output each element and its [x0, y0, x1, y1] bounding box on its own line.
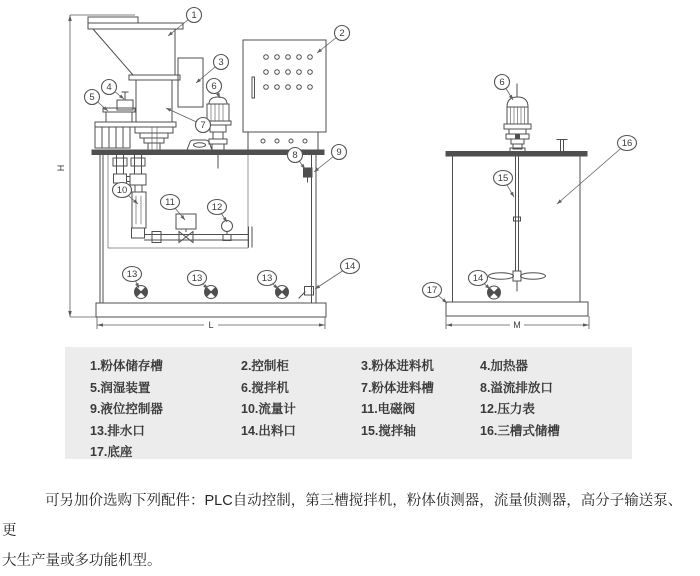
- powder-storage-hopper-drawing: [88, 17, 183, 80]
- feeder-stand-drawing: [95, 122, 176, 150]
- callout-2: [317, 26, 350, 54]
- powder-feed-trough-drawing: [136, 80, 172, 122]
- callout-10: [113, 183, 139, 205]
- dimension-label-l: L: [208, 320, 214, 330]
- overflow-outlet-drawing: [304, 168, 313, 182]
- svg-text:11: 11: [165, 197, 175, 209]
- legend-grid: [65, 347, 632, 464]
- svg-text:7: 7: [200, 120, 206, 132]
- svg-text:1: 1: [191, 10, 197, 22]
- callout-13: [258, 271, 279, 290]
- callout-14: [315, 259, 360, 290]
- callout-14: [469, 271, 491, 290]
- dimension-right-width: [446, 316, 589, 330]
- callout-17: [423, 283, 448, 304]
- svg-text:9: 9: [336, 147, 342, 159]
- callout-1: [168, 8, 202, 37]
- callout-13: [123, 267, 142, 289]
- svg-text:12: 12: [211, 202, 223, 214]
- svg-text:5: 5: [89, 92, 95, 104]
- svg-text:16: 16: [621, 138, 633, 150]
- legend-item-13: 13.排水口: [90, 423, 145, 438]
- heater-drawing: [117, 92, 133, 110]
- powder-feeder-drawing: [178, 58, 203, 107]
- mixer-motor-right-drawing: [504, 84, 531, 152]
- callout-11: [161, 195, 186, 221]
- legend-item-2: 2.控制柜: [241, 359, 289, 373]
- legend-item-11: 11.电磁阀: [361, 402, 416, 416]
- callout-12: [208, 200, 228, 223]
- svg-text:14: 14: [344, 261, 356, 273]
- svg-text:6: 6: [499, 77, 505, 89]
- propeller-blade: [521, 273, 546, 279]
- svg-text:3: 3: [218, 57, 224, 69]
- svg-text:4: 4: [106, 82, 112, 94]
- svg-text:6: 6: [211, 81, 217, 93]
- svg-text:17: 17: [426, 285, 438, 297]
- legend-item-8: 8.溢流排放口: [480, 380, 553, 395]
- legend-item-1: 1.粉体储存槽: [90, 359, 163, 373]
- machine-base-right-drawing: [446, 302, 588, 316]
- legend-item-4: 4.加热器: [480, 359, 528, 373]
- legend-item-6: 6.搅拌机: [241, 380, 289, 395]
- legend-item-15: 15.搅拌轴: [361, 423, 416, 438]
- svg-text:13: 13: [191, 273, 203, 285]
- legend-item-5: 5.润湿装置: [90, 380, 151, 395]
- drain-port-symbol: [134, 286, 147, 299]
- note-line-2: 大生产量或多功能机型。: [2, 553, 162, 569]
- svg-text:8: 8: [292, 150, 298, 162]
- pump-mount-drawing: [187, 140, 212, 150]
- svg-text:14: 14: [472, 273, 484, 285]
- svg-text:2: 2: [339, 28, 345, 40]
- legend-item-12: 12.压力表: [480, 402, 535, 416]
- legend-item-14: 14.出料口: [241, 423, 296, 438]
- parts-legend: [65, 347, 632, 459]
- note-line-1: 可另加价选购下列配件：PLC自动控制，第三槽搅拌机，粉体侦测器，流量侦测器，高分子输送泵、 更: [2, 493, 683, 539]
- legend-item-17: 17.底座: [90, 445, 133, 459]
- callout-13: [188, 271, 209, 290]
- callout-16: [557, 136, 637, 205]
- legend-item-9: 9.液位控制器: [90, 402, 163, 416]
- machine-base-left-drawing: [96, 303, 326, 317]
- svg-text:10: 10: [116, 185, 128, 197]
- legend-item-16: 16.三槽式储槽: [480, 423, 560, 438]
- dimension-label-m: M: [513, 320, 521, 330]
- svg-text:13: 13: [126, 269, 138, 281]
- optional-accessories-note: [2, 486, 698, 576]
- svg-text:13: 13: [261, 273, 273, 285]
- dimension-left-width: [97, 317, 325, 330]
- mixer-motor-left-drawing: [205, 97, 231, 168]
- callout-15: [494, 171, 515, 198]
- legend-item-10: 10.流量计: [241, 402, 296, 416]
- propeller-blade: [489, 273, 514, 279]
- callout-6: [495, 75, 514, 101]
- dimension-label-h: H: [56, 164, 66, 172]
- callout-9: [314, 145, 347, 173]
- drain-port-symbol: [275, 286, 288, 299]
- storage-tank-drawing: [446, 84, 588, 316]
- svg-text:15: 15: [497, 173, 509, 185]
- control-cabinet-drawing: [243, 40, 326, 150]
- lid-stub-pipe-drawing: [557, 140, 567, 152]
- tank-lid-drawing: [446, 152, 587, 157]
- callout-6: [207, 79, 222, 99]
- legend-item-7: 7.粉体进料槽: [361, 380, 434, 395]
- legend-item-3: 3.粉体进料机: [361, 359, 434, 373]
- callout-4: [102, 80, 125, 100]
